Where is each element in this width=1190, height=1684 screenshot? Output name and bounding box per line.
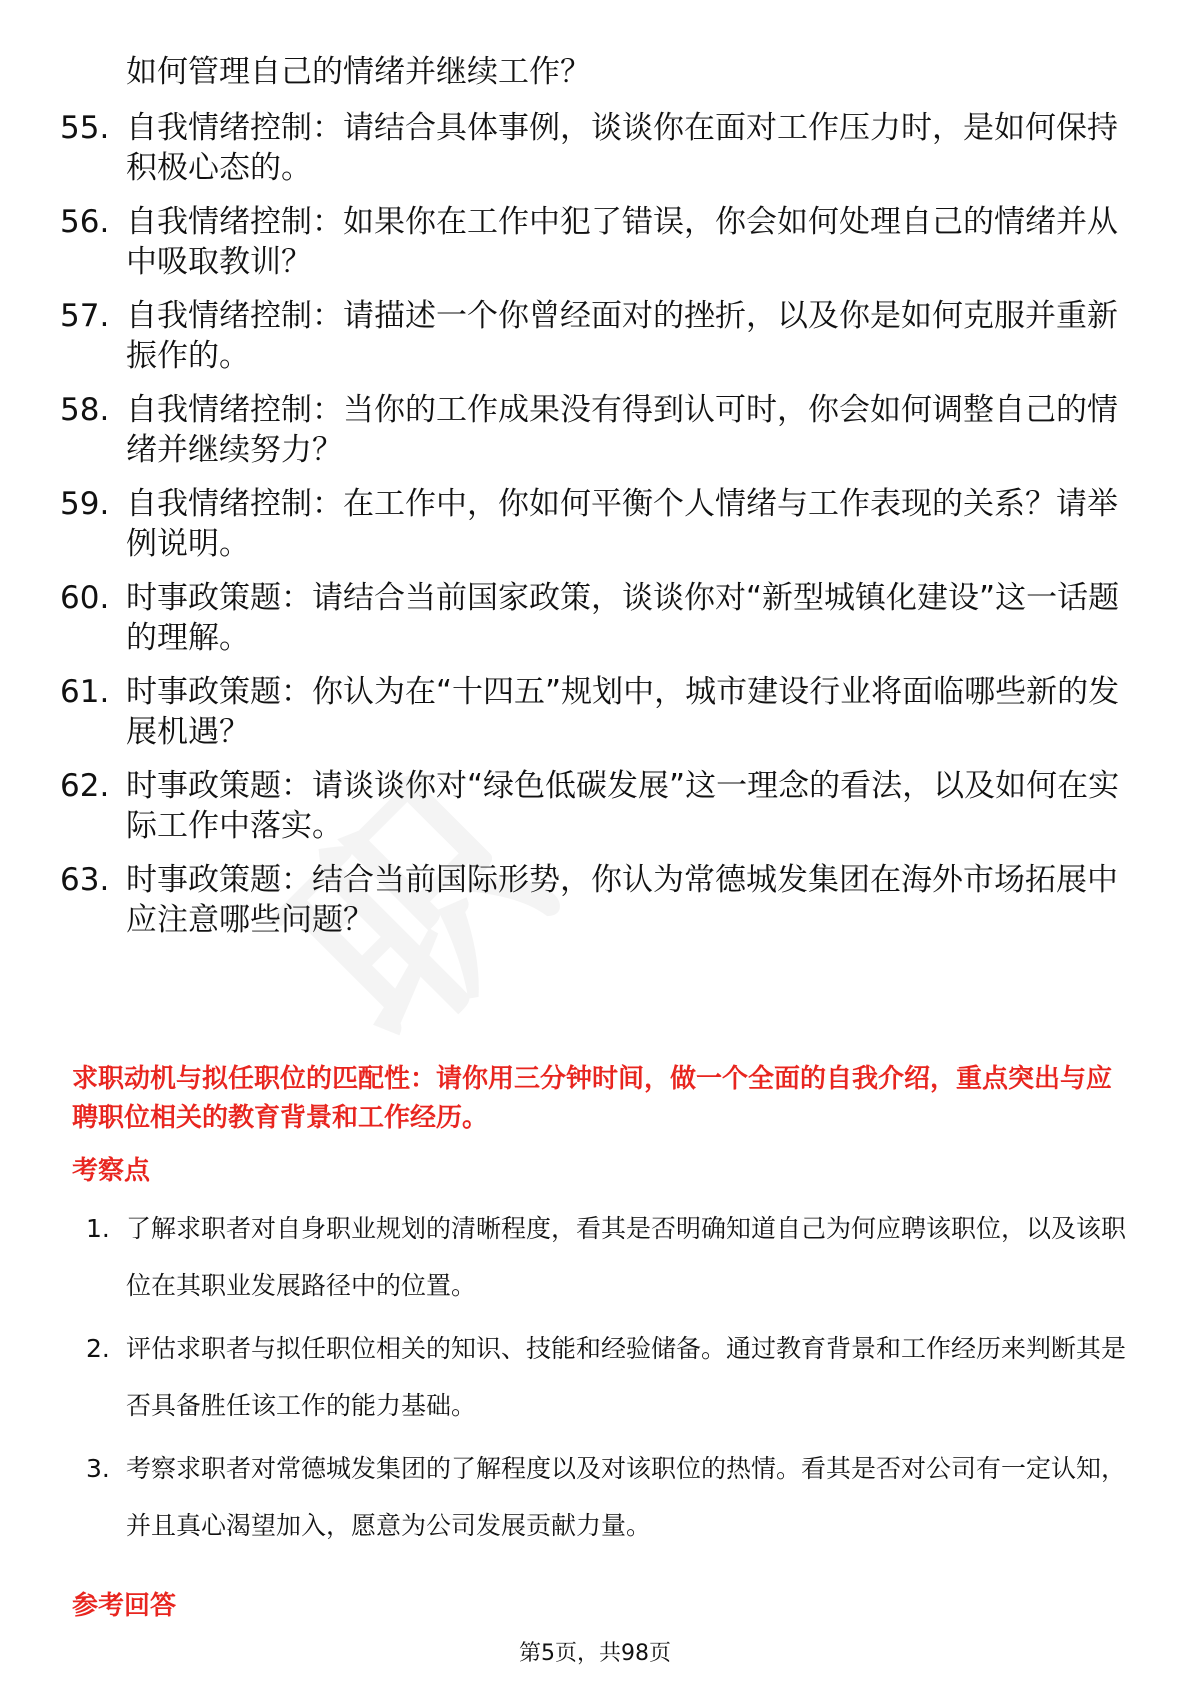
point-number: 1. [86, 1214, 110, 1243]
point-text: 考察求职者对常德城发集团的了解程度以及对该职位的热情。看其是否对公司有一定认知，并且真心渴望加入，愿意为公司发展贡献力量。 [126, 1454, 1127, 1540]
question-number: 58. [60, 392, 110, 428]
question-text: 时事政策题：请谈谈你对“绿色低碳发展”这一理念的看法，以及如何在实际工作中落实。 [126, 768, 1120, 844]
continuation-line: 如何管理自己的情绪并继续工作？ [126, 54, 591, 90]
question-text: 时事政策题：你认为在“十四五”规划中，城市建设行业将面临哪些新的发展机遇？ [126, 674, 1120, 750]
question-number: 63. [60, 862, 110, 898]
question-number: 55. [60, 110, 110, 146]
point-text: 评估求职者与拟任职位相关的知识、技能和经验储备。通过教育背景和工作经历来判断其是否具备胜任该工作的能力基础。 [126, 1334, 1127, 1420]
question-text: 自我情绪控制：请描述一个你曾经面对的挫折，以及你是如何克服并重新振作的。 [126, 298, 1118, 374]
points-label: 考察点 [72, 1156, 151, 1186]
question-number: 62. [60, 768, 110, 804]
question-text: 自我情绪控制：在工作中，你如何平衡个人情绪与工作表现的关系？请举例说明。 [126, 486, 1118, 562]
section-heading: 求职动机与拟任职位的匹配性：请你用三分钟时间，做一个全面的自我介绍，重点突出与应聘职位相关的教育背景和工作经历。 [72, 1064, 1113, 1133]
question-number: 60. [60, 580, 110, 616]
question-text: 自我情绪控制：请结合具体事例，谈谈你在面对工作压力时，是如何保持积极心态的。 [126, 110, 1118, 186]
question-text: 自我情绪控制：当你的工作成果没有得到认可时，你会如何调整自己的情绪并继续努力？ [126, 392, 1118, 468]
question-number: 61. [60, 674, 110, 710]
page-footer: 第5页，共98页 [519, 1641, 671, 1666]
point-number: 3. [86, 1454, 110, 1483]
question-number: 56. [60, 204, 110, 240]
question-text: 时事政策题：结合当前国际形势，你认为常德城发集团在海外市场拓展中应注意哪些问题？ [126, 862, 1118, 938]
question-number: 57. [60, 298, 110, 334]
answer-label: 参考回答 [72, 1591, 177, 1621]
question-text: 自我情绪控制：如果你在工作中犯了错误，你会如何处理自己的情绪并从中吸取教训？ [126, 204, 1118, 280]
point-number: 2. [86, 1334, 110, 1363]
question-text: 时事政策题：请结合当前国家政策，谈谈你对“新型城镇化建设”这一话题的理解。 [126, 580, 1120, 656]
question-number: 59. [60, 486, 110, 522]
point-text: 了解求职者对自身职业规划的清晰程度，看其是否明确知道自己为何应聘该职位，以及该职位在其职业发展路径中的位置。 [126, 1214, 1127, 1300]
